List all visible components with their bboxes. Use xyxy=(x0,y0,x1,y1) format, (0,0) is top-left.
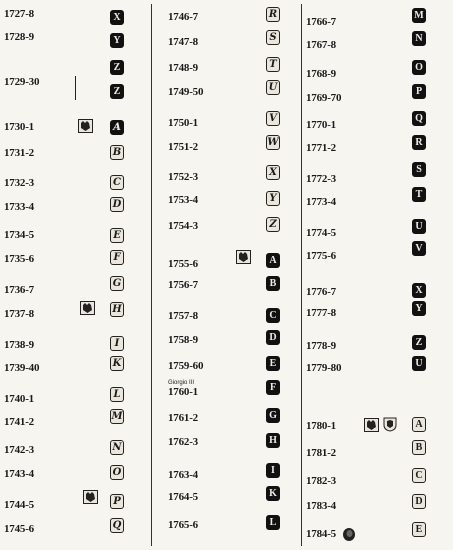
year-label: 1728-9 xyxy=(4,31,34,43)
date-letter-mark: Z xyxy=(266,217,280,232)
year-label: 1758-9 xyxy=(168,334,198,346)
date-letter-mark: V xyxy=(412,241,426,256)
year-label: 1761-2 xyxy=(168,412,198,424)
date-letter-mark: Q xyxy=(110,518,124,533)
date-letter-mark: L xyxy=(266,515,280,530)
year-label: 1741-2 xyxy=(4,416,34,428)
date-letter-mark: B xyxy=(266,276,280,291)
date-letter-mark: D xyxy=(412,494,426,509)
year-label: 1770-1 xyxy=(306,119,336,131)
leopard-head-icon xyxy=(80,301,95,315)
date-letter-mark: U xyxy=(266,80,280,95)
year-label: 1735-6 xyxy=(4,253,34,265)
date-letter-mark: G xyxy=(110,276,124,291)
reign-label: Giorgio III xyxy=(168,380,195,386)
year-label: 1768-9 xyxy=(306,68,336,80)
leopard-head-icon xyxy=(83,490,98,504)
date-letter-mark: M xyxy=(110,409,124,424)
year-label: 1771-2 xyxy=(306,142,336,154)
sovereign-head-icon xyxy=(342,527,356,542)
year-label: 1773-4 xyxy=(306,196,336,208)
date-letter-mark: K xyxy=(266,486,280,501)
date-letter-mark: O xyxy=(412,60,426,75)
leopard-head-icon xyxy=(364,418,379,432)
year-label: 1767-8 xyxy=(306,39,336,51)
date-letter-mark: R xyxy=(266,7,280,22)
date-letter-mark: Z xyxy=(110,84,124,99)
year-label: 1729-30 xyxy=(4,76,40,88)
year-label: 1766-7 xyxy=(306,16,336,28)
date-letter-mark: W xyxy=(266,135,280,150)
year-label: 1777-8 xyxy=(306,307,336,319)
date-letter-mark: F xyxy=(266,380,280,395)
year-label: 1736-7 xyxy=(4,284,34,296)
date-letter-mark: Y xyxy=(110,33,124,48)
year-label: 1755-6 xyxy=(168,258,198,270)
year-label: 1738-9 xyxy=(4,339,34,351)
column-2 xyxy=(152,0,301,550)
date-letter-mark: C xyxy=(412,468,426,483)
date-letter-mark: E xyxy=(412,522,426,537)
date-letter-mark: P xyxy=(110,494,124,509)
date-letter-mark: K xyxy=(110,356,124,371)
date-letter-mark: F xyxy=(110,250,124,265)
year-label: 1752-3 xyxy=(168,171,198,183)
date-letter-mark: Z xyxy=(412,335,426,350)
year-label: 1763-4 xyxy=(168,469,198,481)
date-letter-mark: C xyxy=(266,308,280,323)
year-label: 1753-4 xyxy=(168,194,198,206)
date-letter-mark: X xyxy=(266,165,280,180)
year-label: 1776-7 xyxy=(306,286,336,298)
date-letter-mark: B xyxy=(110,145,124,160)
year-label: 1760-1 xyxy=(168,386,198,398)
date-letter-mark: A xyxy=(266,253,280,268)
year-label: 1734-5 xyxy=(4,229,34,241)
year-label: 1754-3 xyxy=(168,220,198,232)
year-label: 1731-2 xyxy=(4,147,34,159)
leopard-head-icon xyxy=(78,119,93,133)
date-letter-mark: E xyxy=(110,228,124,243)
year-label: 1739-40 xyxy=(4,362,40,374)
date-letter-mark: X xyxy=(412,283,426,298)
date-letter-mark: I xyxy=(110,336,124,351)
year-label: 1743-4 xyxy=(4,468,34,480)
date-letter-mark: N xyxy=(110,440,124,455)
year-label: 1737-8 xyxy=(4,308,34,320)
date-letter-mark: T xyxy=(412,187,426,202)
date-letter-mark: A xyxy=(412,417,426,432)
date-letter-mark: N xyxy=(412,31,426,46)
year-label: 1780-1 xyxy=(306,420,336,432)
year-label: 1732-3 xyxy=(4,177,34,189)
year-label: 1751-2 xyxy=(168,141,198,153)
year-label: 1756-7 xyxy=(168,279,198,291)
date-letter-mark: T xyxy=(266,57,280,72)
year-label: 1730-1 xyxy=(4,121,34,133)
date-letter-mark: L xyxy=(110,387,124,402)
year-label: 1748-9 xyxy=(168,62,198,74)
year-label: 1744-5 xyxy=(4,499,34,511)
date-letter-mark: P xyxy=(412,84,426,99)
year-label: 1778-9 xyxy=(306,340,336,352)
year-label: 1765-6 xyxy=(168,519,198,531)
year-label: 1774-5 xyxy=(306,227,336,239)
year-label: 1759-60 xyxy=(168,360,204,372)
year-label: 1746-7 xyxy=(168,11,198,23)
year-label: 1750-1 xyxy=(168,117,198,129)
lion-shield-icon xyxy=(383,417,397,432)
year-label: 1772-3 xyxy=(306,173,336,185)
year-label: 1764-5 xyxy=(168,491,198,503)
date-letter-mark: E xyxy=(266,356,280,371)
year-label: 1733-4 xyxy=(4,201,34,213)
year-label: 1745-6 xyxy=(4,523,34,535)
date-letter-mark: Y xyxy=(266,191,280,206)
date-letter-mark: D xyxy=(110,197,124,212)
date-letter-mark: S xyxy=(266,30,280,45)
date-letter-mark: S xyxy=(412,162,426,177)
year-label: 1757-8 xyxy=(168,310,198,322)
date-letter-mark: Q xyxy=(412,111,426,126)
year-label: 1781-2 xyxy=(306,447,336,459)
date-letter-mark: G xyxy=(266,408,280,423)
date-letter-mark: U xyxy=(412,219,426,234)
year-label: 1782-3 xyxy=(306,475,336,487)
date-letter-mark: X xyxy=(110,10,124,25)
date-letter-mark: C xyxy=(110,175,124,190)
date-letter-mark: Z xyxy=(110,60,124,75)
date-letter-mark: V xyxy=(266,111,280,126)
date-letter-mark: A xyxy=(110,120,124,135)
year-label: 1769-70 xyxy=(306,92,342,104)
date-letter-mark: M xyxy=(412,8,426,23)
date-letter-mark: R xyxy=(412,135,426,150)
year-label: 1784-5 xyxy=(306,528,336,540)
year-label: 1740-1 xyxy=(4,393,34,405)
date-letter-mark: U xyxy=(412,356,426,371)
year-label: 1742-3 xyxy=(4,444,34,456)
date-letter-mark: B xyxy=(412,440,426,455)
leopard-head-icon xyxy=(236,250,251,264)
date-letter-mark: Y xyxy=(412,301,426,316)
year-label: 1747-8 xyxy=(168,36,198,48)
year-label: 1783-4 xyxy=(306,500,336,512)
year-label: 1762-3 xyxy=(168,436,198,448)
date-letter-mark: I xyxy=(266,463,280,478)
year-label: 1727-8 xyxy=(4,8,34,20)
date-letter-mark: H xyxy=(266,433,280,448)
date-letter-mark: H xyxy=(110,302,124,317)
year-bracket xyxy=(75,76,76,100)
column-3 xyxy=(302,0,453,550)
year-label: 1775-6 xyxy=(306,250,336,262)
date-letter-mark: D xyxy=(266,330,280,345)
year-label: 1779-80 xyxy=(306,362,342,374)
date-letter-mark: O xyxy=(110,465,124,480)
year-label: 1749-50 xyxy=(168,86,204,98)
